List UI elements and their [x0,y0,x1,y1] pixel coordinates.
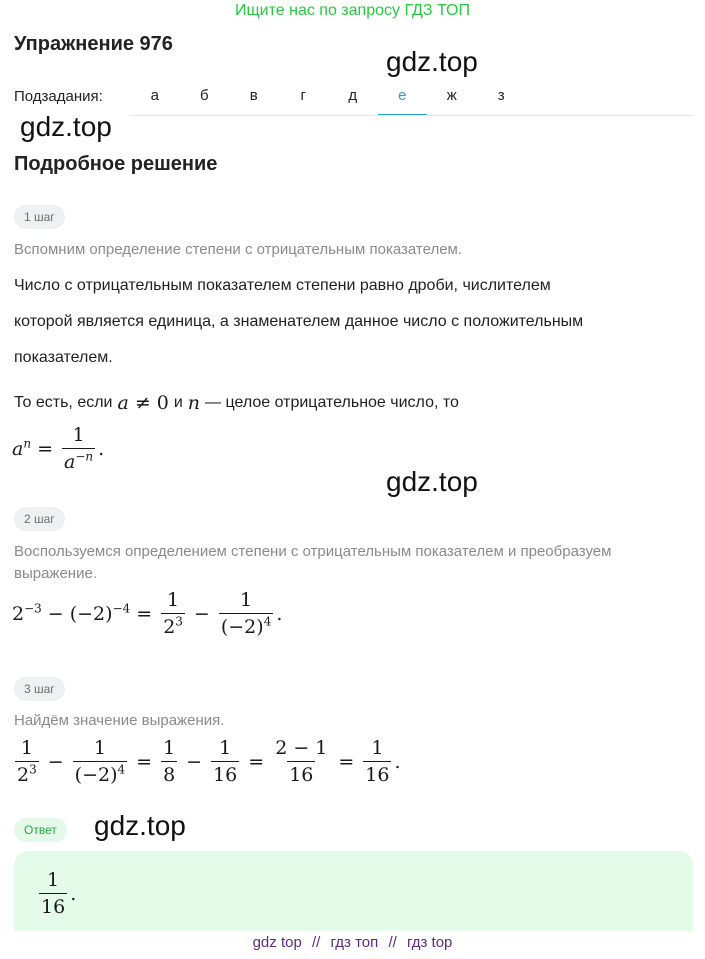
step-1-definition [14,268,694,376]
condition-text: То есть, если [14,394,113,411]
tab-b[interactable]: б [199,87,209,104]
answer-box [14,851,693,931]
step-2-badge: 2 шаг [14,507,65,531]
watermark: gdz.top [386,466,478,497]
footer-link[interactable]: гдз top [406,934,453,951]
definition-line: показателем. [14,349,113,366]
step-1-condition [14,390,459,416]
footer-separator: // [388,934,397,951]
footer-link[interactable]: gdz top [252,934,302,951]
watermark: gdz.top [94,810,186,841]
tab-v[interactable]: в [249,87,258,104]
condition-text: — целое отрицательное число, то [205,394,459,411]
top-banner: Ищите нас по запросу ГДЗ ТОП [235,2,470,19]
subtasks-label: Подзадания: [14,88,103,105]
tab-d[interactable]: д [348,87,358,104]
condition-text: и [173,394,183,411]
footer-separator: // [311,934,321,951]
formula-step-3: $\frac{1}{2^3}$ − $\frac{1}{(-2)^4}$ = $\frac{1}{8}$ − $\frac{1}{16}$ = $\frac{2 - 1}{16}$ = $\frac{1}{16}$ . [17,737,401,786]
watermark: gdz.top [386,46,478,77]
footer-links [0,934,705,951]
answer-value: $\frac{1}{16}$ . [41,869,77,918]
step-1-badge: 1 шаг [14,205,65,229]
tab-e-active[interactable]: е [378,80,428,116]
tab-zh[interactable]: ж [446,87,457,104]
watermark: gdz.top [20,111,112,142]
definition-line: Число с отрицательным показателем степени равно дроби, числителем [14,277,551,294]
formula-definition: $a^n$ = $\frac{1}{a^{-n}}$ . [12,424,105,473]
section-title: Подробное решение [14,153,218,175]
tab-g[interactable]: г [300,87,306,104]
subtask-tabs [130,80,526,116]
page-title: Упражнение 976 [14,33,173,55]
step-2-hint: Воспользуемся определением степени с отрицательным показателем и преобразуем выражение. [14,543,612,582]
formula-step-2: $2^{-3}$ − $(-2)^{-4}$ = $\frac{1}{2^3}$ − $\frac{1}{(-2)^4}$ . [12,589,283,638]
footer-link[interactable]: гдз топ [330,934,379,951]
step-3-hint: Найдём значение выражения. [14,712,225,729]
step-1-hint: Вспомним определение степени с отрицательным показателем. [14,241,463,258]
condition-math: a ≠ 0 [117,392,169,414]
answer-badge: Ответ [14,818,67,842]
tabs-divider [130,115,693,116]
definition-line: которой является единица, а знаменателем данное число с положительным [14,313,584,330]
tab-a[interactable]: а [150,87,159,104]
tab-z[interactable]: з [497,87,505,104]
step-3-badge: 3 шаг [14,677,65,701]
condition-math: n [187,392,201,414]
